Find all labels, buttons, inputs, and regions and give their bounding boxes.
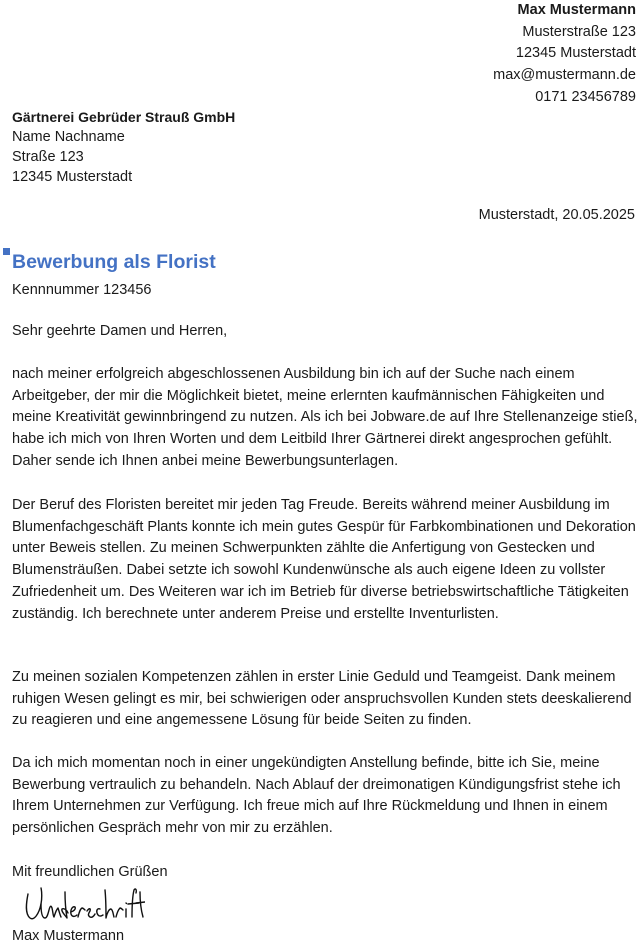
sender-name: Max Mustermann	[517, 2, 636, 18]
recipient-company: Gärtnerei Gebrüder Strauß GmbH	[12, 109, 236, 125]
handwritten-signature	[20, 884, 145, 926]
sender-phone: 0171 23456789	[535, 88, 636, 105]
subject-marker	[3, 248, 10, 255]
letter-date: Musterstadt, 20.05.2025	[478, 207, 635, 223]
letter-subject: Bewerbung als Florist	[12, 251, 216, 273]
recipient-contact: Name Nachname	[12, 129, 125, 145]
signer-name: Max Mustermann	[12, 928, 125, 944]
body-paragraph-2: Der Beruf des Floristen bereitet mir jeden Tag Freude. Bereits während meiner Ausbildung im Blumenfachgeschäft Plants konnte ich mein gutes Gespür für Farbkombinationen und Dekoration unter Beweis stellen. Zu meinen Schwerpunkten zählte die Anfertigung von Gestecken und Blumensträußen. Dabei setzte ich sowohl Kundenwünsche als auch eigene Ideen zu vollster Zufriedenheit um. Des Weiteren war ich im Betrieb für diverse betriebswirtschaftliche Tätigkeiten zuständig. Ich berechnete unter anderem Preise und erstellte Inventurlisten.	[12, 497, 636, 622]
recipient-address-block	[12, 107, 235, 187]
closing-phrase: Mit freundlichen Grüßen	[12, 864, 168, 880]
sender-address-block	[493, 0, 636, 109]
salutation: Sehr geehrte Damen und Herren,	[12, 323, 228, 339]
recipient-street: Straße 123	[12, 149, 84, 165]
body-paragraph-3: Zu meinen sozialen Kompetenzen zählen in erster Linie Geduld und Teamgeist. Dank meinem ruhigen Wesen gelingt es mir, bei schwierigen oder anspruchsvollen Kunden stets deeskalierend zu reagieren und eine angemessene Lösung für beide Seiten zu finden.	[12, 669, 632, 729]
reference-number: Kennnummer 123456	[12, 282, 152, 298]
body-paragraph-4: Da ich mich momentan noch in einer ungekündigten Anstellung befinde, bitte ich Sie, meine Bewerbung vertraulich zu behandeln. Nach Ablauf der dreimonatigen Kündigungsfrist stehe ich Ihrem Unternehmen zur Verfügung. Ich freue mich auf Ihre Rückmeldung und Ihnen in einem persönlichen Gespräch mehr von mir zu erzählen.	[12, 755, 621, 837]
recipient-city: 12345 Musterstadt	[12, 169, 133, 185]
body-paragraph-1: nach meiner erfolgreich abgeschlossenen Ausbildung bin ich auf der Suche nach einem Arbeitgeber, der mir die Möglichkeit bietet, meine erlernten kaufmännischen Fähigkeiten und meine Kreativität gewinnbringend zu nutzen. Als ich bei Jobware.de auf Ihre Stellenanzeige stieß, habe ich mich von Ihren Worten und dem Leitbild Ihrer Gärtnerei direkt angesprochen gefühlt. Daher sende ich Ihnen anbei meine Bewerbungsunterlagen.	[12, 366, 638, 469]
sender-city: 12345 Musterstadt	[515, 45, 636, 62]
sender-email: max@mustermann.de	[493, 67, 636, 84]
sender-street: Musterstraße 123	[522, 23, 636, 40]
